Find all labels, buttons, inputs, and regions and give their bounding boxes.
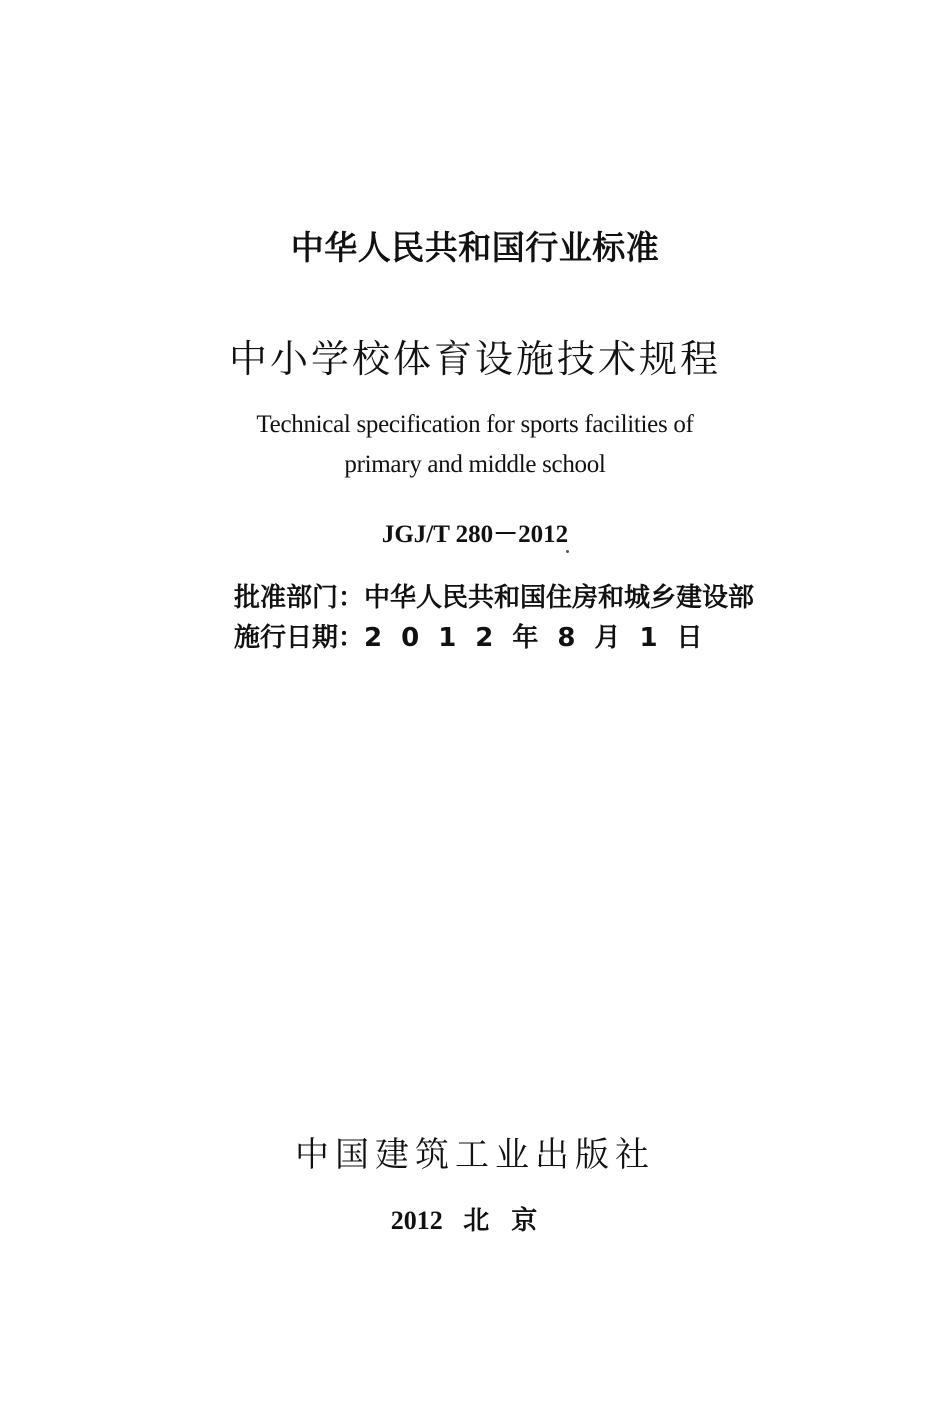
publication-year: 2012 [390, 1206, 443, 1235]
approval-info [234, 578, 794, 658]
approval-department-value: 中华人民共和国住房和城乡建设部 [364, 583, 755, 613]
approval-department-row [234, 578, 794, 618]
effective-date-value: 2012年8月1日 [364, 623, 722, 653]
approval-department-label: 批准部门： [234, 583, 365, 613]
effective-date-label: 施行日期： [234, 623, 365, 653]
scan-speck [566, 550, 569, 553]
effective-date-row [234, 618, 794, 658]
title-english-line-2: primary and middle school [344, 451, 606, 478]
publisher-name: 中国建筑工业出版社 [295, 1135, 655, 1175]
standard-series: 中华人民共和国行业标准 [290, 228, 660, 267]
title-english [0, 405, 950, 485]
title-english-line-1: Technical specification for sports facilities of [256, 411, 694, 438]
publication-city: 北京 [463, 1206, 560, 1236]
publication-place [0, 1200, 950, 1237]
title-chinese: 中小学校体育设施技术规程 [228, 337, 721, 381]
standard-code: JGJ/T 280－2012 [381, 521, 569, 548]
